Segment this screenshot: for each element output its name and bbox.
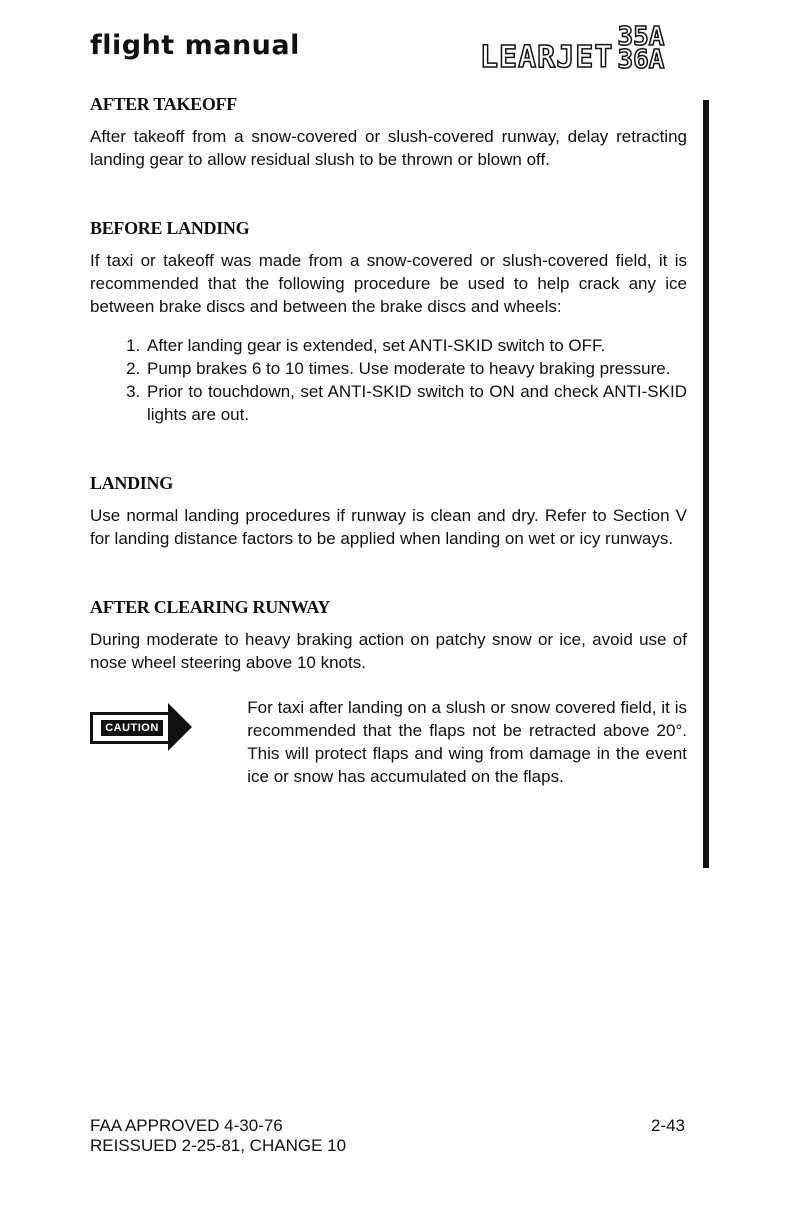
step-item: 1. After landing gear is extended, set ANTI-SKID switch to OFF.	[145, 334, 687, 357]
revision-change-bar	[703, 100, 709, 868]
heading-before-landing: BEFORE LANDING	[90, 218, 250, 238]
body-after-clearing-runway: During moderate to heavy braking action on patchy snow or ice, avoid use of nose wheel steering above 10 knots.	[90, 630, 687, 672]
caution-label: CAUTION	[101, 720, 163, 736]
logo-model-1: 35A	[617, 22, 665, 52]
body-landing: Use normal landing procedures if runway is clean and dry. Refer to Section V for landing distance factors to be applied when landing on wet or icy runways.	[90, 506, 687, 548]
body-before-landing: If taxi or takeoff was made from a snow-covered or slush-covered field, it is recommended that the following procedure be used to help crack any ice between brake discs and between the brake discs and wheels:	[90, 251, 687, 316]
footer-approval	[90, 1116, 346, 1156]
caution-box	[90, 712, 174, 744]
heading-after-takeoff: AFTER TAKEOFF	[90, 94, 237, 114]
page-number: 2-43	[650, 1116, 685, 1135]
approval-date: FAA APPROVED 4-30-76	[90, 1116, 283, 1135]
caution-text: For taxi after landing on a slush or snow covered field, it is recommended that the flaps not be retracted above 20°. This will protect flaps and wing from damage in the event ice or snow has accumulated on the flaps.	[247, 698, 687, 786]
logo-models	[617, 22, 665, 76]
page-content	[90, 94, 687, 788]
section-landing	[90, 473, 687, 550]
step-item: 2. Pump brakes 6 to 10 times. Use moderate to heavy braking pressure.	[145, 357, 687, 380]
caution-block	[90, 696, 687, 788]
reissue-date: REISSUED 2-25-81, CHANGE 10	[90, 1136, 347, 1155]
heading-landing: LANDING	[90, 473, 173, 493]
manual-title: flight manual	[90, 30, 300, 61]
body-after-takeoff: After takeoff from a snow-covered or slush-covered runway, delay retracting landing gear to allow residual slush to be thrown or blown off.	[90, 127, 687, 169]
logo-model-2: 36A	[617, 45, 665, 76]
caution-badge	[90, 698, 239, 758]
section-after-clearing-runway	[90, 597, 687, 674]
caution-arrow-icon	[168, 703, 198, 751]
logo-word: LEARJET	[480, 39, 614, 75]
learjet-logo	[480, 22, 665, 76]
before-landing-steps	[90, 334, 687, 426]
step-item: 3. Prior to touchdown, set ANTI-SKID switch to ON and check ANTI-SKID lights are out.	[145, 380, 687, 426]
section-before-landing	[90, 218, 687, 426]
section-after-takeoff	[90, 94, 687, 171]
heading-after-clearing-runway: AFTER CLEARING RUNWAY	[90, 597, 331, 617]
